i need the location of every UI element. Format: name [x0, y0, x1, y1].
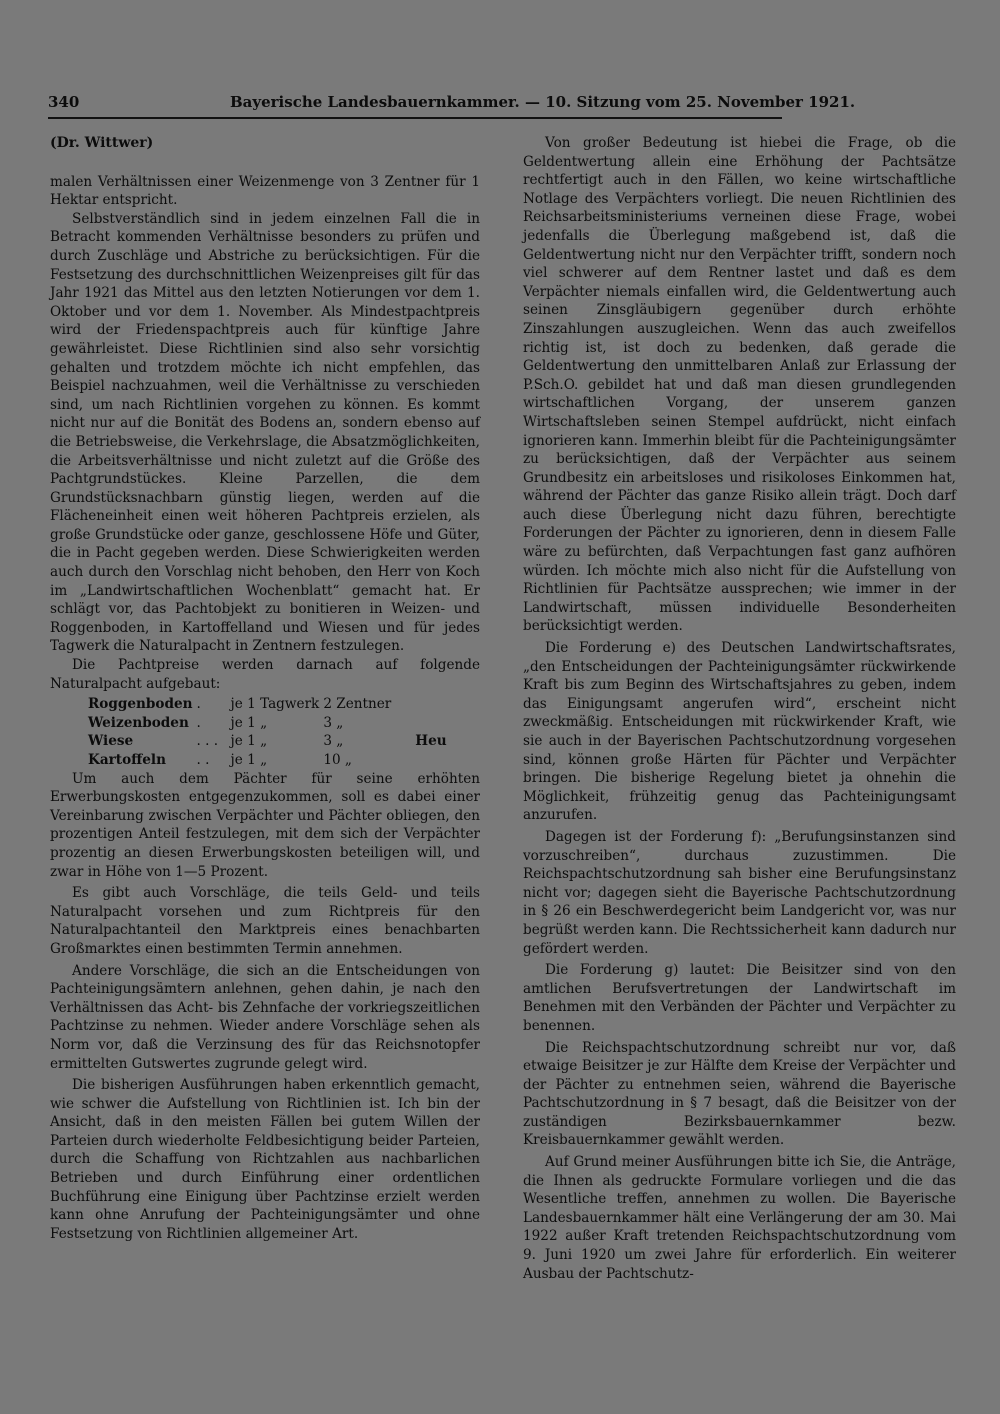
- page-number: 340: [48, 93, 80, 111]
- rent-amount: 2 Zentner: [323, 696, 392, 713]
- paragraph: Die Forderung g) lautet: Die Beisitzer sind von den amtlichen Berufsvertretungen der Landwirtschaft im Benehmen mit den Verbänden der Pächter und Verpächter zu benennen.: [523, 962, 956, 1034]
- rent-amount: 3 „: [323, 733, 344, 750]
- crop-name: Roggenboden: [88, 696, 193, 713]
- rent-amount: 3 „: [323, 714, 344, 731]
- rent-extra: [395, 714, 450, 733]
- table-row: [88, 751, 451, 770]
- table-row: [88, 714, 451, 733]
- leader-dots: . . .: [196, 733, 219, 750]
- paragraph: Von großer Bedeutung ist hiebei die Frage, ob die Geldentwertung allein eine Erhöhung der Pachtsätze rechtfertigt auch in den Fällen, wo keine wirtschaftliche Notlage des Verpächters vorliegt. Die neuen Richtlinien des Reichsarbeitsministeriums verneinen diese Frage, wobei jedenfalls die Überlegung maßgebend ist, daß die Geldentwertung nicht nur den Verpächter trifft, sondern noch viel schwerer auf dem Rentner lastet und daß es dem Verpächter niemals einfallen wird, die Geldentwertung auch seinen Zinsgläubigern gegenüber durch erhöhte Zinszahlungen auszugleichen. Wenn das auch zweifellos richtig ist, ist doch zu bedenken, daß gerade die Geldentwertung den unmittelbaren Anlaß zur Erlassung der P.Sch.O. gebildet hat und daß man diesen grundlegenden wirtschaftlichen Vorgang, der unserem ganzen Wirtschaftsleben seinen Stempel aufdrückt, nicht einfach ignorieren kann. Immerhin bleibt für die Pachteinigungsämter zu berücksichtigen, daß der Verpächter aus seinem Grundbesitz ein arbeitsloses und risikoloses Einkommen hat, während der Pächter das ganze Risiko allein trägt. Doch darf auch diese Überlegung nicht dazu führen, berechtigte Forderungen der Pächter zu ignorieren, denn in diesem Falle wäre zu befürchten, daß Verpachtungen fast ganz aufhören würden. Ich möchte mich also nicht für die Aufstellung von Richtlinien für Pachtsätze aussprechen; wie immer in der Landwirtschaft, müssen individuelle Besonderheiten berücksichtigt werden.: [523, 135, 956, 635]
- table-row: [88, 732, 451, 751]
- crop-name: Weizenboden: [88, 714, 189, 731]
- leader-dots: .: [196, 696, 201, 713]
- rent-extra: Heu: [415, 733, 447, 750]
- area-unit: je 1 „: [230, 714, 268, 731]
- paragraph: Es gibt auch Vorschläge, die teils Geld- und teils Naturalpacht vorsehen und zum Richtpreis für den Naturalpachtanteil den Marktpreis eines benachbarten Großmarktes einen bestimmten Termin annehmen.: [50, 885, 480, 957]
- paragraph: Die Forderung e) des Deutschen Landwirtschaftsrates, „den Entscheidungen der Pachteinigungsämter rückwirkende Kraft bis zum Beginn des Wirtschaftsjahres zu geben, indem das Einigungsamt angerufen wird“, erscheint nicht zweckmäßig. Entscheidungen mit rückwirkender Kraft, wie sie auch in der Bayerischen Pachtschutzordnung vorgesehen sind, können große Härten für Pächter und Verpächter bringen. Die bisherige Regelung bietet ja ohnehin die Möglichkeit, frühzeitig genug das Pachteinigungsamt anzurufen.: [523, 640, 956, 824]
- crop-name: Wiese: [88, 733, 134, 750]
- header-rule: [48, 117, 782, 119]
- paragraph: Die Pachtpreise werden darnach auf folgende Naturalpacht aufgebaut:: [50, 657, 480, 692]
- paragraph: Selbstverständlich sind in jedem einzelnen Fall die in Betracht kommenden Verhältnisse besonders zu prüfen und durch Zuschläge und Abstriche zu berücksichtigen. Für die Festsetzung des durchschnittlichen Weizenpreises gilt für das Jahr 1921 das Mittel aus den letzten Notierungen vor dem 1. Oktober und vor dem 1. November. Als Mindestpachtpreis wird der Friedenspachtpreis auch für künftige Jahre gewährleistet. Diese Richtlinien sind also sehr vorsichtig gehalten und trotzdem möchte ich nicht empfehlen, das Beispiel nachzuahmen, weil die Verhältnisse zu verschieden sind, um nach Richtlinien vorgehen zu können. Es kommt nicht nur auf die Bonität des Bodens an, sondern ebenso auf die Betriebsweise, die Verkehrslage, die Absatzmöglichkeiten, die Arbeitsverhältnisse und nicht zuletzt auf die Größe des Pachtgrundstückes. Kleine Parzellen, die dem Grundstücksnachbarn günstig liegen, werden auf die Flächeneinheit einen weit höheren Pachtpreis erzielen, als große Grundstücke oder ganze, geschlossene Höfe und Güter, die in Pacht gegeben werden. Diese Schwierigkeiten werden auch durch den Vorschlag nicht behoben, den Herr von Koch im „Landwirtschaftlichen Wochenblatt“ gemacht hat. Er schlägt vor, das Pachtobjekt zu bonitieren in Weizen- und Roggenboden, in Kartoffelland und Wiesen und für jedes Tagwerk die Naturalpacht in Zentnern festzulegen.: [50, 210, 480, 655]
- paragraph: Auf Grund meiner Ausführungen bitte ich Sie, die Anträge, die Ihnen als gedruckte Formulare vorliegen und die das Wesentliche treffen, annehmen zu wollen. Die Bayerische Landesbauernkammer hält eine Verlängerung der am 30. Mai 1922 außer Kraft tretenden Reichspachtschutzordnung vom 9. Juni 1920 um zwei Jahre für erforderlich. Ein weiterer Ausbau der Pachtschutz-: [523, 1154, 956, 1282]
- paragraph: Um auch dem Pächter für seine erhöhten Erwerbungskosten entgegenzukommen, soll es dabei einer Vereinbarung zwischen Verpächter und Pächter obliegen, den prozentigen Anteil festzulegen, mit dem sich der Verpächter prozentig an diesen Erwerbungskosten beteiligen will, und zwar in Höhe von 1—5 Prozent.: [50, 770, 480, 880]
- right-column: [523, 134, 956, 1283]
- paragraph: Die Reichspachtschutzordnung schreibt nur vor, daß etwaige Beisitzer je zur Hälfte dem Kreise der Verpächter und der Pächter zu entnehmen seien, während die Bayerische Pachtschutzordnung in § 7 besagt, daß die Beisitzer von der zuständigen Bezirksbauernkammer bezw. Kreisbauernkammer gewählt werden.: [523, 1039, 956, 1149]
- paragraph: Dagegen ist der Forderung f): „Berufungsinstanzen sind vorzuschreiben“, durchaus zuzustimmen. Die Reichspachtschutzordnung sah bisher eine Berufungsinstanz nicht vor; dagegen sieht die Bayerische Pachtschutzordnung in § 26 ein Beschwerdegericht beim Landgericht vor, was nur begrüßt werden kann. Die Rechtssicherheit kann dadurch nur gefördert werden.: [523, 828, 956, 957]
- leader-dots: .: [196, 714, 201, 731]
- table-row: [88, 695, 451, 714]
- area-unit: je 1 Tagwerk: [230, 696, 320, 713]
- rent-extra: [395, 751, 450, 770]
- paragraph: Andere Vorschläge, die sich an die Entscheidungen von Pachteinigungsämtern anlehnen, gehen dahin, je nach den Verhältnissen das Acht- bis Zehnfache der vorkriegszeitlichen Pachtzinse zu nehmen. Wieder andere Vorschläge sehen als Norm vor, daß die Verzinsung des für das Reichsnotopfer ermittelten Gutswertes zugrunde gelegt wird.: [50, 962, 480, 1072]
- paragraph: Die bisherigen Ausführungen haben erkenntlich gemacht, wie schwer die Aufstellung von Richtlinien ist. Ich bin der Ansicht, daß in den meisten Fällen bei gutem Willen der Parteien durch wiederholte Feldbesichtigung beider Parteien, durch die Schaffung von Richtzahlen aus nachbarlichen Betrieben und durch Einführung einer ordentlichen Buchführung eine Einigung über Pachtzinse erzielt werden kann ohne Anrufung der Pachteinigungsämter und ohne Festsetzung von Richtlinien allgemeiner Art.: [50, 1077, 480, 1242]
- speaker-name: (Dr. Wittwer): [50, 135, 154, 151]
- area-unit: je 1 „: [230, 733, 268, 750]
- rent-amount: 10 „: [323, 752, 352, 768]
- running-title: Bayerische Landesbauernkammer. — 10. Sitzung vom 25. November 1921.: [230, 93, 856, 111]
- area-unit: je 1 „: [230, 752, 268, 768]
- leader-dots: . .: [196, 752, 210, 768]
- left-column: [50, 134, 480, 1243]
- rent-table: [88, 695, 451, 769]
- paragraph: malen Verhältnissen einer Weizenmenge von 3 Zentner für 1 Hektar entspricht.: [50, 173, 480, 209]
- crop-name: Kartoffeln: [88, 752, 166, 768]
- rent-extra: [395, 695, 450, 714]
